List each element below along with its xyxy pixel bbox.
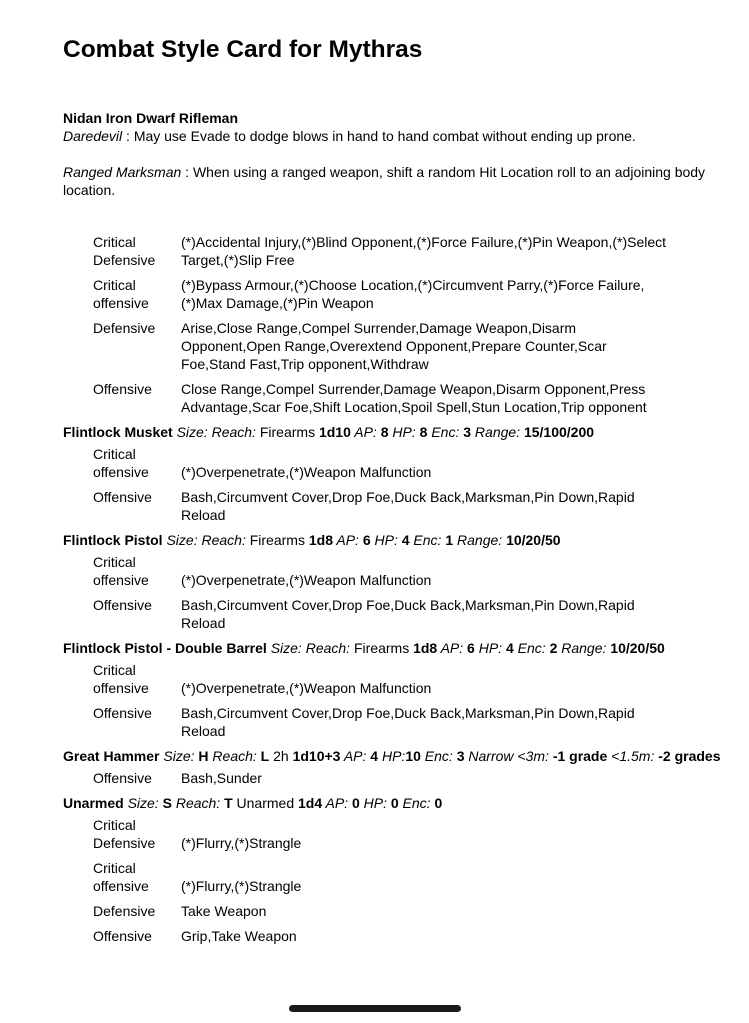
- trait-name: Daredevil: [63, 128, 123, 144]
- weapon-stat-segment: HP:: [378, 748, 406, 764]
- character-name: Nidan Iron Dwarf Rifleman: [63, 110, 239, 126]
- maneuver-effects: (*)Overpenetrate,(*)Weapon Malfunction: [181, 464, 432, 480]
- maneuver-type-label: Critical Defensive: [93, 234, 156, 268]
- maneuver-row: [63, 380, 729, 416]
- maneuver-type-label: Critical offensive: [93, 860, 149, 894]
- weapon-stat-segment: Narrow <3m:: [464, 748, 553, 764]
- home-indicator-bar[interactable]: [289, 1005, 461, 1012]
- weapon-stat-segment: Size:: [159, 748, 199, 764]
- maneuver-type-label: Critical offensive: [93, 277, 149, 311]
- maneuver-type-label: Offensive: [93, 928, 152, 944]
- maneuver-row: [63, 553, 729, 589]
- weapon-stat-segment: Unarmed: [232, 795, 298, 811]
- style-maneuver-list: [63, 233, 729, 416]
- weapon-heading: [63, 639, 729, 657]
- weapon-name: Great Hammer: [63, 748, 160, 764]
- weapon-stat-segment: 1d4: [298, 795, 323, 811]
- maneuver-type-label: Offensive: [93, 489, 152, 505]
- trait-line: [63, 127, 729, 145]
- maneuver-row: [63, 927, 729, 945]
- weapon-stat-segment: 3: [463, 424, 472, 440]
- maneuver-effects: (*)Overpenetrate,(*)Weapon Malfunction: [181, 680, 432, 696]
- weapon-stat-segment: HP:: [388, 424, 420, 440]
- weapon-stat-segment: -2 grades: [658, 748, 721, 764]
- trait-list: [63, 127, 729, 199]
- weapon-stat-segment: 8: [419, 424, 428, 440]
- weapon-stat-segment: Reach:: [171, 795, 225, 811]
- weapon-stat-segment: 4: [401, 532, 410, 548]
- weapon-section: [63, 639, 729, 740]
- weapon-stat-segment: Enc:: [398, 795, 435, 811]
- maneuver-effects: Grip,Take Weapon: [181, 928, 297, 944]
- weapon-stat-segment: Size: Reach:: [266, 640, 354, 656]
- weapon-stat-segment: 0: [434, 795, 443, 811]
- weapon-heading: [63, 794, 729, 812]
- weapon-stat-segment: 1d8: [413, 640, 438, 656]
- weapon-stat-segment: 4: [370, 748, 379, 764]
- maneuver-effects: Arise,Close Range,Compel Surrender,Damage Weapon,Disarm Opponent,Open Range,Overextend Opponent,Prepare Counter,Scar Foe,Stand Fast,Trip opponent,Withdraw: [181, 320, 607, 372]
- trait-description: May use Evade to dodge blows in hand to hand combat without ending up prone.: [133, 128, 636, 144]
- trait-line: [63, 163, 729, 199]
- weapon-stat-segment: Size:: [123, 795, 163, 811]
- character-block: [63, 109, 729, 199]
- weapon-name: Flintlock Pistol: [63, 532, 163, 548]
- maneuver-effects: Bash,Circumvent Cover,Drop Foe,Duck Back,Marksman,Pin Down,Rapid Reload: [181, 489, 635, 523]
- maneuver-effects: Bash,Circumvent Cover,Drop Foe,Duck Back,Marksman,Pin Down,Rapid Reload: [181, 597, 635, 631]
- maneuver-type-label: Critical offensive: [93, 554, 149, 588]
- weapon-stat-segment: Firearms: [353, 640, 414, 656]
- weapon-stat-segment: Range:: [557, 640, 611, 656]
- weapon-stat-segment: Range:: [453, 532, 507, 548]
- weapon-stat-segment: AP:: [437, 640, 468, 656]
- weapon-stat-segment: 10/20/50: [610, 640, 665, 656]
- maneuver-row: [63, 596, 729, 632]
- weapon-stat-segment: 10: [405, 748, 421, 764]
- weapon-stat-segment: 1d8: [308, 532, 333, 548]
- maneuver-row: [63, 276, 729, 312]
- weapon-stat-segment: <1.5m:: [607, 748, 659, 764]
- weapon-section: [63, 423, 729, 524]
- weapon-stat-segment: Size: Reach:: [162, 532, 250, 548]
- maneuver-row: [63, 319, 729, 373]
- weapon-stat-segment: 15/100/200: [523, 424, 595, 440]
- weapon-stat-segment: 4: [505, 640, 514, 656]
- weapon-stat-segment: AP:: [332, 532, 363, 548]
- weapon-stat-segment: 1d10+3: [292, 748, 341, 764]
- weapon-stat-segment: 10/20/50: [506, 532, 561, 548]
- maneuver-effects: Bash,Sunder: [181, 770, 262, 786]
- trait-separator: :: [181, 164, 193, 180]
- weapon-stat-segment: AP:: [340, 748, 371, 764]
- page-title: Combat Style Card for Mythras: [63, 36, 423, 63]
- maneuver-row: [63, 769, 729, 787]
- maneuver-type-label: Critical offensive: [93, 446, 149, 480]
- weapon-stat-segment: 6: [467, 640, 475, 656]
- weapon-stat-segment: 6: [362, 532, 371, 548]
- maneuver-effects: (*)Bypass Armour,(*)Choose Location,(*)Circumvent Parry,(*)Force Failure,(*)Max Damage,(*)Pin Weapon: [181, 277, 645, 311]
- weapon-stat-segment: Size: Reach:: [172, 424, 260, 440]
- maneuver-row: [63, 661, 729, 697]
- maneuver-effects: (*)Flurry,(*)Strangle: [181, 878, 302, 894]
- weapon-stat-segment: Firearms: [249, 532, 309, 548]
- weapon-stat-segment: Enc:: [427, 424, 464, 440]
- weapon-stat-segment: 0: [390, 795, 399, 811]
- maneuver-effects: (*)Accidental Injury,(*)Blind Opponent,(*)Force Failure,(*)Pin Weapon,(*)Select Target,(*)Slip Free: [181, 234, 667, 268]
- weapon-stat-segment: Enc:: [409, 532, 446, 548]
- maneuver-row: [63, 816, 729, 852]
- weapon-stat-segment: AP:: [322, 795, 352, 811]
- weapon-stat-segment: HP:: [474, 640, 506, 656]
- weapon-stat-segment: Enc:: [513, 640, 550, 656]
- trait-name: Ranged Marksman: [63, 164, 182, 180]
- weapon-name: Unarmed: [63, 795, 124, 811]
- weapon-stat-segment: Firearms: [259, 424, 319, 440]
- trait-description: When using a ranged weapon, shift a random Hit Location roll to an adjoining body location.: [63, 164, 706, 198]
- maneuver-row: [63, 859, 729, 895]
- weapon-section: [63, 794, 729, 945]
- weapon-stat-segment: 0: [351, 795, 360, 811]
- weapon-heading: [63, 423, 729, 441]
- maneuver-type-label: Offensive: [93, 381, 152, 397]
- weapon-name: Flintlock Pistol - Double Barrel: [63, 640, 267, 656]
- weapon-name: Flintlock Musket: [63, 424, 173, 440]
- maneuver-type-label: Offensive: [93, 770, 152, 786]
- weapon-stat-segment: 1d10: [318, 424, 351, 440]
- maneuver-type-label: Defensive: [93, 903, 156, 919]
- maneuver-type-label: Critical Defensive: [93, 817, 156, 851]
- weapon-stat-segment: 3: [456, 748, 465, 764]
- weapon-stat-segment: Range:: [471, 424, 524, 440]
- maneuver-effects: (*)Flurry,(*)Strangle: [181, 835, 302, 851]
- maneuver-effects: Close Range,Compel Surrender,Damage Weapon,Disarm Opponent,Press Advantage,Scar Foe,Shift Location,Spoil Spell,Stun Location,Trip opponent: [181, 381, 647, 415]
- maneuver-type-label: Offensive: [93, 597, 152, 613]
- maneuver-row: [63, 704, 729, 740]
- weapon-section: [63, 531, 729, 632]
- weapon-stat-segment: T: [224, 795, 233, 811]
- maneuver-effects: Bash,Circumvent Cover,Drop Foe,Duck Back,Marksman,Pin Down,Rapid Reload: [181, 705, 635, 739]
- maneuver-effects: Take Weapon: [181, 903, 267, 919]
- maneuver-type-label: Critical offensive: [93, 662, 149, 696]
- weapon-stat-segment: 1: [445, 532, 454, 548]
- weapon-heading: [63, 747, 729, 765]
- weapon-stat-segment: HP:: [359, 795, 391, 811]
- weapon-stat-segment: S: [162, 795, 172, 811]
- weapon-list: [63, 423, 729, 945]
- maneuver-row: [63, 445, 729, 481]
- weapon-stat-segment: -1 grade: [552, 748, 608, 764]
- maneuver-row: [63, 902, 729, 920]
- maneuver-row: [63, 233, 729, 269]
- weapon-stat-segment: Enc:: [420, 748, 457, 764]
- weapon-stat-segment: HP:: [370, 532, 402, 548]
- weapon-stat-segment: 2h: [269, 748, 293, 764]
- trait-separator: :: [122, 128, 134, 144]
- weapon-section: [63, 747, 729, 787]
- maneuver-effects: (*)Overpenetrate,(*)Weapon Malfunction: [181, 572, 432, 588]
- weapon-stat-segment: H: [198, 748, 209, 764]
- weapon-stat-segment: AP:: [350, 424, 381, 440]
- weapon-stat-segment: 2: [549, 640, 558, 656]
- weapon-stat-segment: 8: [380, 424, 389, 440]
- maneuver-type-label: Offensive: [93, 705, 152, 721]
- weapon-heading: [63, 531, 729, 549]
- maneuver-row: [63, 488, 729, 524]
- maneuver-type-label: Defensive: [93, 320, 156, 336]
- weapon-stat-segment: Reach:: [208, 748, 261, 764]
- weapon-stat-segment: L: [260, 748, 270, 764]
